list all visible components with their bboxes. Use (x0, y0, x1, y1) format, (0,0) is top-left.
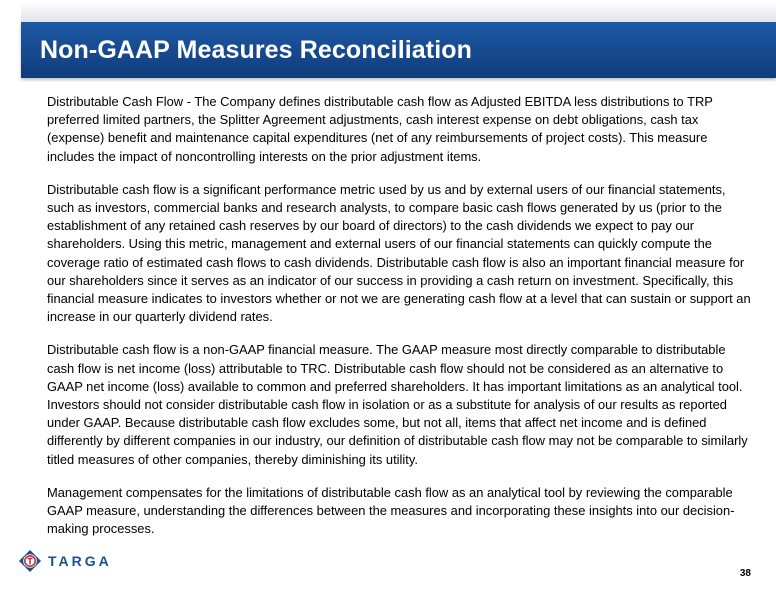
paragraph-significance: Distributable cash flow is a significant performance metric used by us and by external users of our financial statements, such as investors, commercial banks and research analysts, to compare basic cash flows generated by us (prior to the establishment of any retained cash reserves by our board of directors) to the cash dividends we expect to pay our shareholders. Using this metric, management and external users of our financial statements can quickly compute the coverage ratio of estimated cash flows to cash dividends. Distributable cash flow is also an important financial measure for our shareholders since it serves as an indicator of our success in providing a cash return on investment. Specifically, this financial measure indicates to investors whether or not we are generating cash flow at a level that can sustain or support an increase in our quarterly dividend rates. (47, 181, 751, 325)
page-number: 38 (739, 568, 751, 579)
logo-wordmark: TARGA (48, 553, 112, 569)
paragraph-non-gaap: Distributable cash flow is a non-GAAP financial measure. The GAAP measure most directly comparable to distributable cash flow is net income (loss) attributable to TRC. Distributable cash flow should not be considered as an alternative to GAAP net income (loss) available to common and preferred shareholders. It has important limitations as an analytical tool. Investors should not consider distributable cash flow in isolation or as a substitute for analysis of our results as reported under GAAP. Because distributable cash flow excludes some, but not all, items that affect net income and is defined differently by different companies in our industry, our definition of distributable cash flow may not be comparable to similarly titled measures of other companies, thereby diminishing its utility. (47, 342, 748, 467)
paragraph-definition: Distributable Cash Flow - The Company defines distributable cash flow as Adjusted EBITDA less distributions to TRP preferred limited partners, the Splitter Agreement adjustments, cash interest expense on debt obligations, cash tax (expense) benefit and maintenance capital expenditures (net of any reimbursements of project costs). This measure includes the impact of noncontrolling interests on the prior adjustment items. (47, 94, 713, 164)
slide-body (47, 93, 755, 553)
paragraph-management: Management compensates for the limitations of distributable cash flow as an analytical tool by reviewing the comparable GAAP measure, understanding the differences between the measures and incorporating these insights into our decision-making processes. (47, 484, 735, 537)
targa-logo-icon (18, 549, 42, 573)
slide-title: Non-GAAP Measures Reconciliation (40, 36, 472, 64)
company-logo (18, 549, 112, 573)
title-bar (21, 22, 776, 78)
